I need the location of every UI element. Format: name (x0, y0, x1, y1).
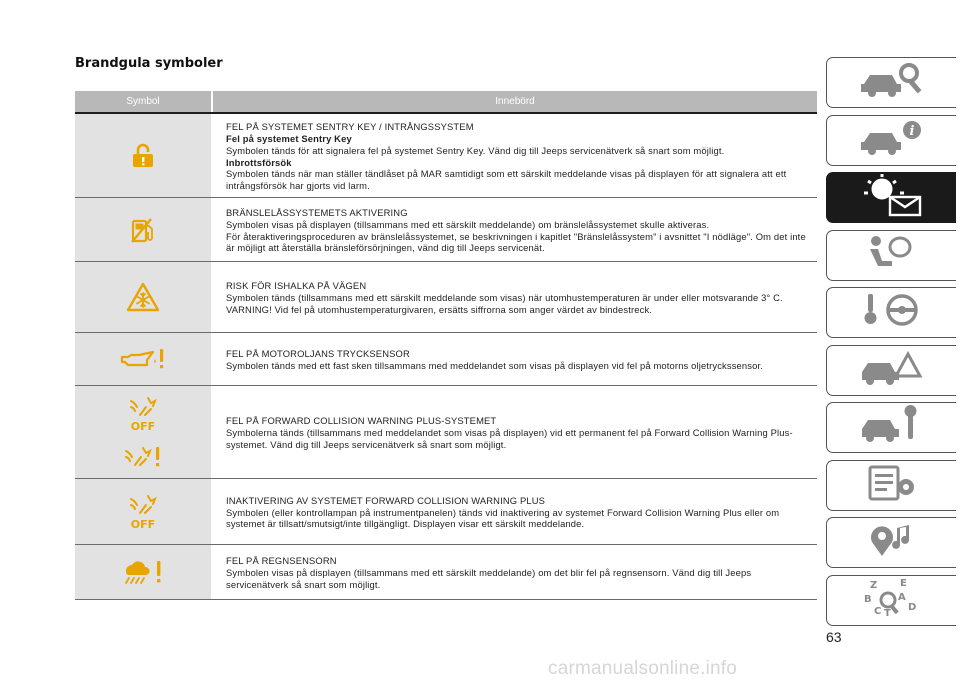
row-text: Symbolen tänds med ett fast sken tillsammans med meddelandet som visas på displayen vid fel på motorns oljetryckssensor. (226, 360, 763, 371)
padlock-warning-icon (131, 143, 155, 169)
symbol-cell (75, 333, 213, 385)
tab-warning-lights[interactable] (826, 172, 956, 223)
warning-light-message-icon (854, 173, 930, 222)
meaning-cell (213, 333, 817, 385)
row-text: Symbolen tänds (tillsammans med ett särskilt meddelande som visas) när utomhustemperaturen är under eller motsvarande 3° C. (226, 292, 783, 304)
row-subheading: Fel på systemet Sentry Key (226, 132, 352, 144)
index-letter-e: E (899, 577, 907, 589)
multimedia-location-icon (854, 520, 930, 565)
rain-sensor-fault-icon (120, 559, 166, 585)
tab-index[interactable] (826, 575, 956, 626)
row-text: Symbolen visas på displayen (tillsammans med ett särskilt meddelande) om bränslelåssystemet skulle aktiveras. (226, 218, 710, 230)
document-gear-icon (854, 463, 930, 508)
row-title: BRÄNSLELÅSSYSTEMETS AKTIVERING (226, 206, 408, 218)
row-title: FEL PÅ SYSTEMET SENTRY KEY / INTRÅNGSSYSTEM (226, 121, 474, 133)
table-row (75, 114, 817, 198)
row-text: Symbolen visas på displayen (tillsammans med ett särskilt meddelande) om det blir fel på regnsensorn. Vänd dig till Jeeps servicenätverk så snart som möjligt. (226, 567, 752, 590)
column-header-symbol: Symbol (75, 91, 213, 112)
row-text: Symbolen tänds när man ställer tändlåset på MAR samtidigt som ett särskilt meddelande visas på displayen för att signalera att ett intrångsförsök har gjorts vid larm. (226, 168, 787, 192)
row-title: INAKTIVERING AV SYSTEMET FORWARD COLLISION WARNING PLUS (226, 494, 546, 506)
meaning-cell (213, 545, 817, 599)
symbol-cell (75, 479, 213, 544)
forward-collision-off-icon (126, 493, 160, 531)
meaning-cell (213, 114, 817, 197)
symbol-cell (75, 386, 213, 478)
car-info-icon (854, 118, 930, 163)
symbol-cell (75, 262, 213, 332)
table-header (75, 91, 817, 112)
ice-warning-icon (126, 282, 160, 312)
table-row (75, 333, 817, 386)
tab-multimedia[interactable] (826, 517, 956, 568)
symbol-cell (75, 114, 213, 197)
fuel-cutoff-icon (131, 217, 155, 243)
row-title: RISK FÖR ISHALKA PÅ VÄGEN (226, 280, 367, 292)
row-text: Symbolen tänds för att signalera fel på systemet Sentry Key. Vänd dig till Jeeps servicenätverk så snart som möjligt. (226, 144, 725, 156)
table-row (75, 386, 817, 479)
alphabet-index-icon (854, 576, 930, 625)
index-letter-z: Z (869, 579, 877, 591)
column-header-meaning: Innebörd (495, 96, 535, 107)
meaning-cell (213, 386, 817, 478)
row-subheading: Inbrottsförsök (226, 156, 292, 168)
index-letter-t: T (883, 607, 891, 619)
forward-collision-fault-icon (122, 445, 164, 469)
tab-safety[interactable] (826, 230, 956, 281)
airbag-seat-icon (854, 233, 930, 278)
tab-maintenance[interactable] (826, 402, 956, 453)
page-number: 63 (826, 629, 842, 645)
row-text: Symbolen (eller kontrollampan på instrumentpanelen) tänds vid inaktivering av systemet Forward Collision Warning Plus eller om systemet är tillsatt/smutsigt/inte tillgängligt. Displayen visar ett särskilt meddelande. (226, 506, 780, 530)
key-steering-wheel-icon (854, 290, 930, 335)
row-text: För återaktiveringsproceduren av bränslelåssystemet, se beskrivningen i kapitlet "Bränslelåssystem" i avsnittet "I nödläge". Om det inte är möjligt att återställa bränsleförsörjningen, vänd dig till Jeeps servicenät. (226, 230, 806, 254)
off-label: OFF (130, 420, 156, 433)
table-row (75, 198, 817, 262)
svg-text:i: i (909, 123, 914, 139)
chapter-tabs (826, 57, 956, 632)
table-row (75, 262, 817, 333)
index-letter-c: C (873, 605, 881, 617)
index-letter-b: B (863, 593, 872, 605)
table-row (75, 545, 817, 600)
car-search-icon (854, 60, 930, 105)
index-letter-d: D (907, 601, 916, 613)
off-label: OFF (130, 517, 156, 531)
symbol-cell (75, 545, 213, 599)
page-heading: Brandgula symboler (75, 56, 223, 71)
meaning-cell (213, 262, 817, 332)
oil-pressure-sensor-icon (119, 347, 167, 371)
tab-car-search[interactable] (826, 57, 956, 108)
row-title: FEL PÅ REGNSENSORN (226, 555, 337, 567)
tab-car-info[interactable] (826, 115, 956, 166)
forward-collision-off-icon (126, 395, 160, 433)
table-row (75, 479, 817, 545)
symbol-cell (75, 198, 213, 261)
tab-emergency[interactable] (826, 345, 956, 396)
tab-starting-driving[interactable] (826, 287, 956, 338)
meaning-cell (213, 198, 817, 261)
tab-technical-data[interactable] (826, 460, 956, 511)
meaning-cell (213, 479, 817, 544)
symbol-table (75, 91, 817, 600)
row-text: VARNING! Vid fel på utomhustemperaturgivaren, ersätts siffrorna som anger värdet av bindestreck. (226, 303, 653, 315)
car-warning-triangle-icon (854, 348, 930, 393)
row-title: FEL PÅ FORWARD COLLISION WARNING PLUS-SYSTEMET (226, 415, 497, 427)
watermark: carmanualsonline.info (548, 658, 738, 679)
row-text: Symbolerna tänds (tillsammans med meddelandet som visas på displayen) vid ett permanent fel på Forward Collision Warning Plus-systemet. Vänd dig till Jeeps servicenätverk så snart som möjligt. (226, 427, 793, 450)
row-title: FEL PÅ MOTOROLJANS TRYCKSENSOR (226, 348, 410, 360)
index-letter-a: A (897, 591, 906, 603)
car-wrench-icon (854, 405, 930, 450)
